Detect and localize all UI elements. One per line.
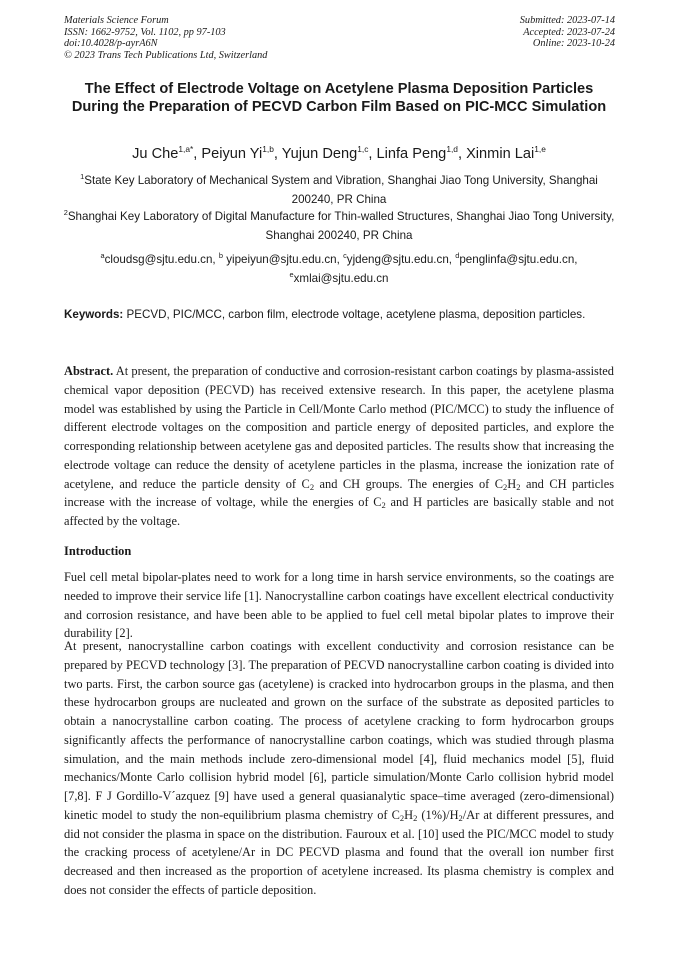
subscript: 2 — [516, 481, 521, 492]
date-online: Online: 2023-10-24 — [532, 38, 615, 50]
email-separator: , — [574, 253, 578, 266]
author-sup: 1,b — [262, 144, 274, 154]
email-separator: , — [448, 253, 456, 266]
journal-header-right — [520, 15, 615, 50]
email[interactable]: xmlai@sjtu.edu.cn — [293, 272, 389, 286]
section-heading-introduction: Introduction — [64, 544, 132, 558]
email[interactable]: yjdeng@sjtu.edu.cn — [346, 253, 449, 266]
affiliation-sup: 1 — [80, 172, 85, 181]
abstract — [64, 362, 614, 531]
subscript: 2 — [381, 500, 386, 511]
email[interactable]: penglinfa@sjtu.edu.cn — [459, 253, 575, 266]
author-separator: , — [457, 146, 467, 162]
keywords-label: Keywords: — [64, 308, 124, 321]
author-separator: , — [193, 146, 202, 162]
email-separator: , — [336, 253, 344, 266]
affiliation — [62, 171, 616, 210]
author-name: Peiyun Yi — [201, 146, 263, 162]
author-sup: 1,a* — [178, 144, 194, 154]
affiliation-sup: 2 — [63, 208, 68, 217]
email[interactable]: yipeiyun@sjtu.edu.cn — [223, 253, 337, 266]
author-name: Ju Che — [132, 146, 179, 162]
subscript: 2 — [399, 812, 405, 823]
email-sup: d — [455, 251, 460, 260]
keywords — [64, 305, 614, 324]
email-separator: , — [212, 253, 219, 266]
introduction-paragraph: Fuel cell metal bipolar-plates need to work for a long time in harsh service environments, so the coatings are needed to improve their service life [1]. Nanocrystalline carbon coatings have excellent electrical conductivity and corrosion resistance, and have been able to be applied to fuel cell metal bipolar plates to improve their durability [2]. — [64, 570, 614, 641]
email[interactable]: cloudsg@sjtu.edu.cn — [104, 253, 213, 266]
email-sup: c — [343, 251, 347, 260]
subscript: 2 — [413, 812, 418, 823]
journal-copyright: © 2023 Trans Tech Publications Ltd, Switzerland — [64, 49, 268, 61]
paper-title: The Effect of Electrode Voltage on Acetylene Plasma Deposition Particles During the Preparation of PECVD Carbon Film Based on PIC-MCC Simulation — [71, 81, 607, 115]
author-separator: , — [368, 146, 377, 162]
author-name: Yujun Deng — [281, 146, 358, 162]
author — [132, 146, 201, 162]
author — [466, 146, 546, 162]
abstract-body: At present, the preparation of conductive and corrosion-resistant carbon coatings by plasma-assisted chemical vapor deposition (PECVD) has received extensive research. In this paper, the acetylene plasma model was established by using the Particle in Cell/Monte Carlo method (PIC/MCC) to study the influence of different electrode voltages on the composition and particle energy of deposited particles, and explore the corresponding relationship between acetylene gas and deposited particles. The results show that increasing the electrode voltage can reduce the density of acetylene particles in the plasma, increase the ionization rate of acetylene, and reduce the particle density of $C_2$ and CH groups. The energies of $C_2H_2$ and CH particles increase with the increase of voltage, while the energies of $C_2$ and H particles are basically stable and not affected by the voltage. — [64, 364, 615, 528]
email-sup: b — [218, 251, 223, 260]
affiliation — [62, 207, 616, 246]
author-sup: 1,e — [534, 144, 546, 154]
author — [282, 146, 377, 162]
affiliation-text: Shanghai Key Laboratory of Digital Manufacture for Thin-walled Structures, Shanghai Jiao Tong University, Shanghai 200240, PR China — [67, 210, 615, 243]
author — [377, 146, 467, 162]
introduction-paragraph: At present, nanocrystalline carbon coatings with excellent conductivity and corrosion resistance can be prepared by PECVD technology [3]. The preparation of PECVD nanocrystalline carbon coating is divided into two parts. First, the carbon source gas (acetylene) is cracked into hydrocarbon groups in the plasma, and then these hydrocarbon groups are nucleated and grown on the surface of the substrate as deposited particles to obtain a nanocrystalline carbon coating. The process of acetylene cracking to form hydrocarbon groups significantly affects the performance of nanocrystalline carbon coatings, which was studied through plasma simulation, and the main methods include zero-dimensional model [4], fluid mechanics model [5], fluid mechanics/Monte Carlo collision hybrid model [6], particle simulation/Monte Carlo collision hybrid model [7,8]. F J Gordillo-V´azquez [9] have used a general quasianalytic space–time averaged (zero-dimensional) kinetic model to study the non-equilibrium plasma chemistry of $C_2H_2$ $(1\%)/H_2/Ar$ at different pressures, and did not consider the plasma in space on the distribution. Fauroux et al. [10] used the PIC/MCC model to study the cracking process of acetylene/Ar in DC PECVD plasma and found that the overall ion number first decreased and then increased as the proportion of acetylene increased. Its plasma chemistry is complex and does not consider the effects of particle deposition. — [64, 639, 614, 897]
author-name: Linfa Peng — [376, 146, 447, 162]
email-list — [62, 250, 616, 289]
abstract-label: Abstract. — [64, 364, 114, 378]
journal-issn: ISSN: 1662-9752, Vol. 1102, pp 97-103 — [64, 26, 226, 38]
author-sup: 1,d — [446, 144, 458, 154]
date-accepted: Accepted: 2023-07-24 — [523, 26, 615, 38]
affiliation-text: State Key Laboratory of Mechanical System and Vibration, Shanghai Jiao Tong University, Shanghai 200240, PR China — [84, 174, 598, 207]
subscript: 2 — [309, 481, 315, 492]
author-separator: , — [273, 146, 282, 162]
author-list — [40, 145, 638, 163]
author-sup: 1,c — [357, 144, 369, 154]
email-sup: a — [100, 251, 105, 260]
email-sup: e — [289, 270, 294, 280]
author — [201, 146, 281, 162]
journal-name: Materials Science Forum — [64, 15, 169, 26]
journal-header-left — [64, 15, 267, 61]
author-name: Xinmin Lai — [466, 146, 535, 162]
keywords-text: PECVD, PIC/MCC, carbon film, electrode voltage, acetylene plasma, deposition particles. — [123, 308, 586, 321]
subscript: 2 — [458, 812, 463, 823]
date-submitted: Submitted: 2023-07-14 — [519, 15, 615, 26]
subscript: 2 — [503, 481, 508, 492]
journal-doi: doi:10.4028/p-ayrA6N — [64, 38, 158, 50]
